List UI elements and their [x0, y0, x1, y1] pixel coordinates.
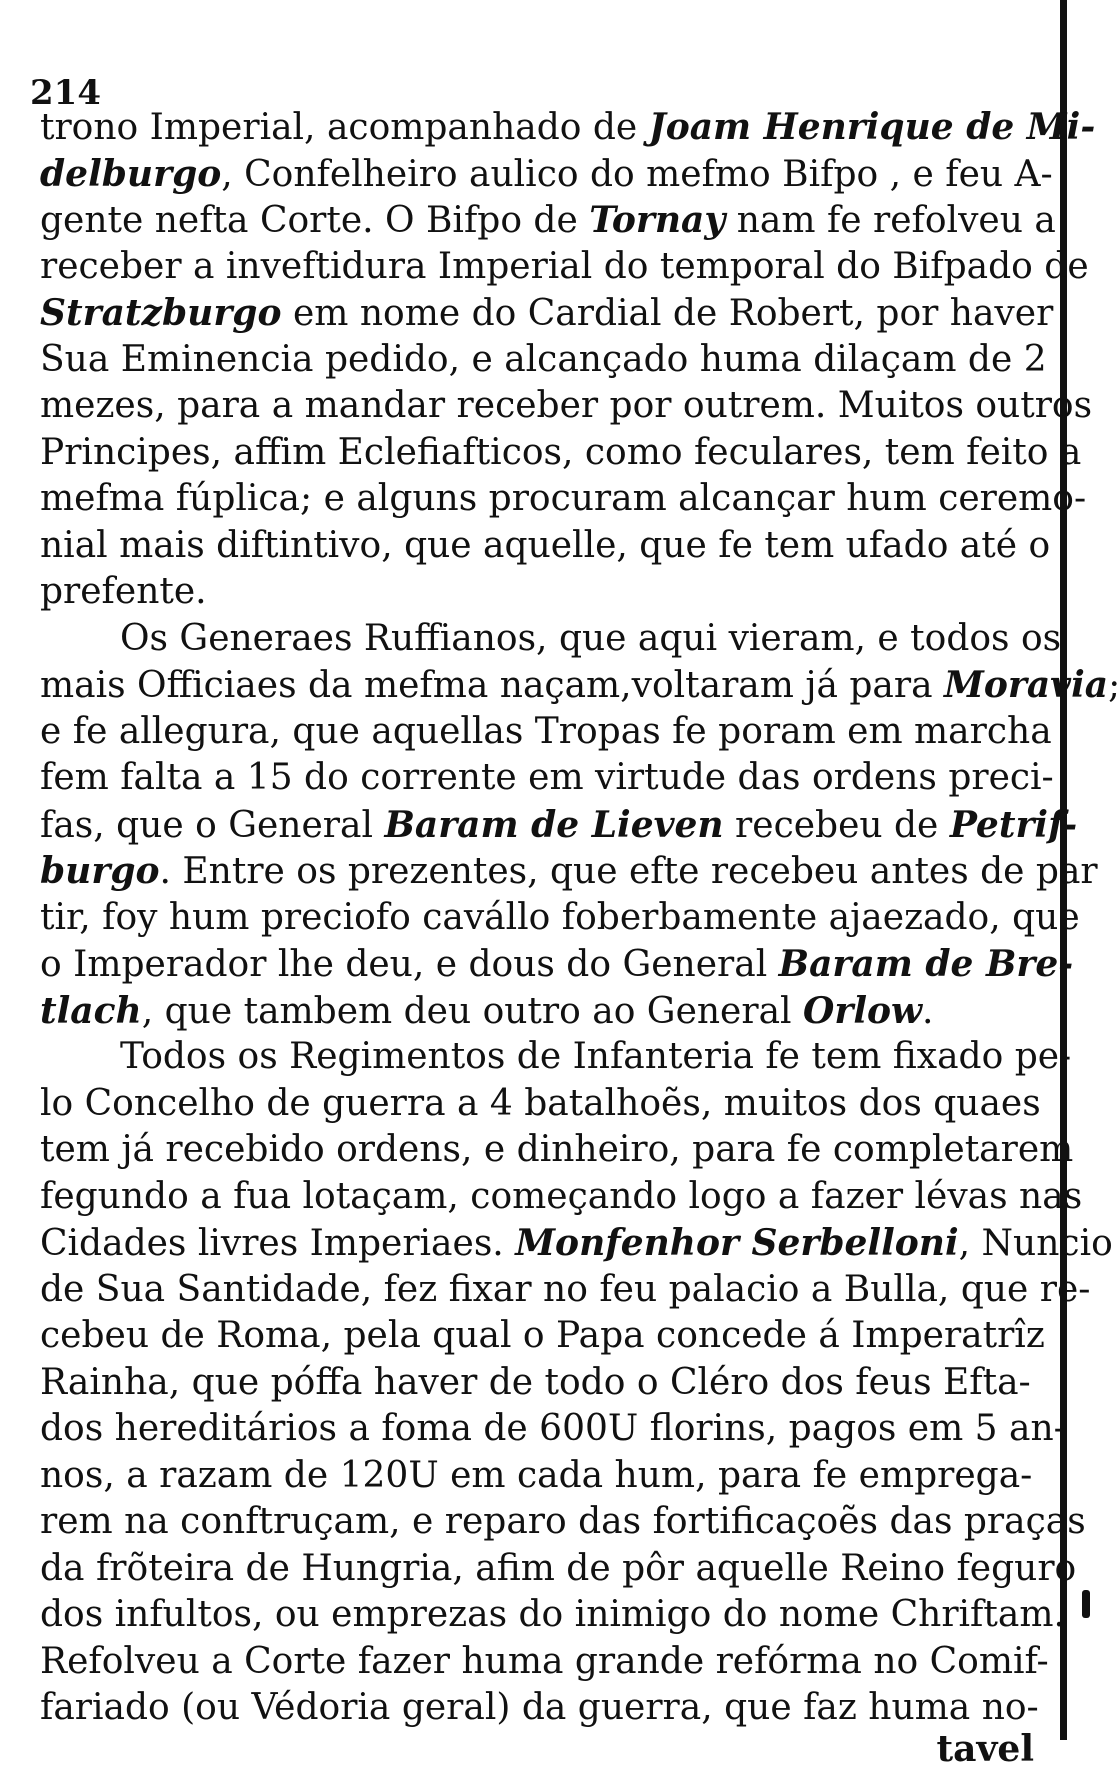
text-line — [40, 476, 1087, 523]
text-run: da frõteira de Hungria, afim de pôr aquelle Reino feguro — [40, 1547, 1077, 1589]
text-run: Cidades livres Imperiaes. — [40, 1223, 516, 1264]
text-run: receber a inveftidura Imperial do temporal do Bifpado de — [40, 245, 1089, 287]
text-run: mais Officiaes da mefma naçam,voltaram já para — [40, 665, 945, 706]
text-line — [40, 941, 1074, 988]
text-run: mefma fúplica; e alguns procuram alcançar hum ceremo- — [40, 478, 1087, 519]
text-line — [40, 1685, 1039, 1732]
text-line — [40, 1546, 1077, 1593]
text-line — [40, 197, 1056, 244]
text-run: o Imperador lhe deu, e dous do General — [40, 944, 779, 985]
text-run: Todos os Regimentos de Infanteria fe tem fixado pe- — [120, 1036, 1072, 1077]
text-line — [40, 1360, 1031, 1407]
text-run: em nome do Cardial de Robert, por haver — [281, 293, 1054, 334]
text-line — [40, 988, 1025, 1035]
text-run: trono Imperial, acompanhado de — [40, 107, 649, 148]
text-line — [40, 1499, 1086, 1546]
italic-name: Tornay — [589, 199, 726, 241]
text-line — [40, 1592, 1065, 1639]
text-line — [40, 616, 1062, 663]
text-line — [40, 1267, 1091, 1314]
text-line — [40, 1406, 1066, 1453]
text-line — [40, 895, 1080, 942]
text-line — [40, 337, 1047, 384]
text-run: dos infultos, ou emprezas do inimigo do nome Chriftam. — [40, 1594, 1065, 1635]
text-line — [40, 1220, 1113, 1267]
text-line — [40, 1034, 1072, 1081]
text-run: recebeu de — [723, 804, 950, 846]
text-run: Refolveu a Corte fazer huma grande refórma no Comif- — [40, 1640, 1049, 1682]
text-line — [40, 244, 1089, 291]
text-run: dos hereditários a foma de 600U florins, pagos em 5 an- — [40, 1408, 1066, 1449]
text-line — [40, 383, 1093, 430]
text-line — [40, 662, 1120, 709]
text-run: e fe allegura, que aquellas Tropas fe poram em marcha — [40, 710, 1052, 752]
text-run: . — [922, 990, 934, 1032]
page-number: 214 — [30, 73, 101, 113]
text-line — [40, 1453, 1033, 1500]
text-run: lo Concelho de guerra a 4 batalhoẽs, muitos dos quaes — [40, 1082, 1041, 1124]
italic-name: tlach — [40, 989, 142, 1032]
text-run: ; — [1108, 665, 1120, 706]
text-line — [40, 1174, 1083, 1221]
text-run: nos, a razam de 120U em cada hum, para fe emprega- — [40, 1454, 1033, 1496]
text-line — [40, 151, 1053, 198]
text-run: mezes, para a mandar receber por outrem. Muitos outros — [40, 385, 1093, 426]
text-line — [40, 709, 1052, 756]
text-line — [40, 290, 1054, 337]
text-run: , que tambem deu outro ao General — [141, 990, 803, 1032]
text-run: tem já recebido ordens, e dinheiro, para fe completarem — [40, 1129, 1074, 1170]
text-run: fegundo a fua lotaçam, começando logo a fazer lévas nas — [40, 1175, 1083, 1217]
text-run: . Entre os prezentes, que efte recebeu antes de par — [159, 851, 1098, 892]
catchword: tavel — [936, 1728, 1034, 1770]
italic-name: Orlow — [803, 989, 923, 1032]
text-line — [40, 1081, 1041, 1128]
text-run: fas, que o General — [40, 804, 385, 846]
text-run: nam fe refolveu a — [725, 200, 1056, 241]
text-line — [40, 1639, 1049, 1686]
text-run: Rainha, que póffa haver de todo o Cléro dos feus Efta- — [40, 1361, 1031, 1403]
text-line — [40, 430, 1082, 477]
text-run: Principes, affim Eclefiafticos, como feculares, tem feito a — [40, 431, 1082, 473]
text-run: Os Generaes Ruffianos, que aqui vieram, e todos os — [120, 617, 1062, 659]
italic-name: Baram de Lieven — [384, 803, 724, 846]
text-line — [40, 104, 1096, 151]
text-run: tir, foy hum preciofo cavállo foberbamente ajaezado, que — [40, 896, 1080, 938]
text-run: Sua Eminencia pedido, e alcançado huma dilaçam de 2 — [40, 338, 1047, 380]
italic-name: delburgo — [40, 152, 222, 195]
text-line — [40, 848, 1098, 895]
text-run: , Confelheiro aulico do mefmo Bifpo , e feu A- — [221, 153, 1053, 195]
text-run: fem falta a 15 do corrente em virtude das ordens preci- — [40, 757, 1054, 798]
text-run: prefente. — [40, 571, 207, 612]
text-line — [40, 1127, 1074, 1174]
italic-name: Stratzburgo — [40, 292, 282, 334]
text-run: fariado (ou Védoria geral) da guerra, que faz huma no- — [40, 1687, 1039, 1728]
text-line — [40, 802, 1078, 849]
text-line — [40, 523, 1051, 570]
margin-mark — [1082, 1590, 1090, 1618]
italic-name: Petrif- — [949, 803, 1078, 846]
italic-name: Moravia — [944, 664, 1109, 706]
text-run: de Sua Santidade, fez fixar no feu palacio a Bulla, que re- — [40, 1268, 1091, 1310]
italic-name: Baram de Bre- — [778, 943, 1074, 985]
text-line — [40, 1313, 1045, 1360]
text-run: rem na conftruçam, e reparo das fortificaçoẽs das praças — [40, 1501, 1086, 1542]
italic-name: burgo — [40, 850, 160, 892]
text-run: nial mais diftintivo, que aquelle, que fe tem ufado até o — [40, 524, 1051, 566]
italic-name: Monfenhor Serbelloni — [515, 1222, 959, 1264]
text-line — [40, 755, 1054, 802]
text-run: , Nuncio — [958, 1223, 1113, 1264]
body-text — [40, 104, 1120, 1732]
text-run: cebeu de Roma, pela qual o Papa concede á Imperatrîz — [40, 1315, 1045, 1356]
italic-name: Joam Henrique de Mi- — [648, 106, 1096, 148]
text-run: gente nefta Corte. O Bifpo de — [40, 200, 590, 241]
text-line — [40, 569, 1025, 616]
